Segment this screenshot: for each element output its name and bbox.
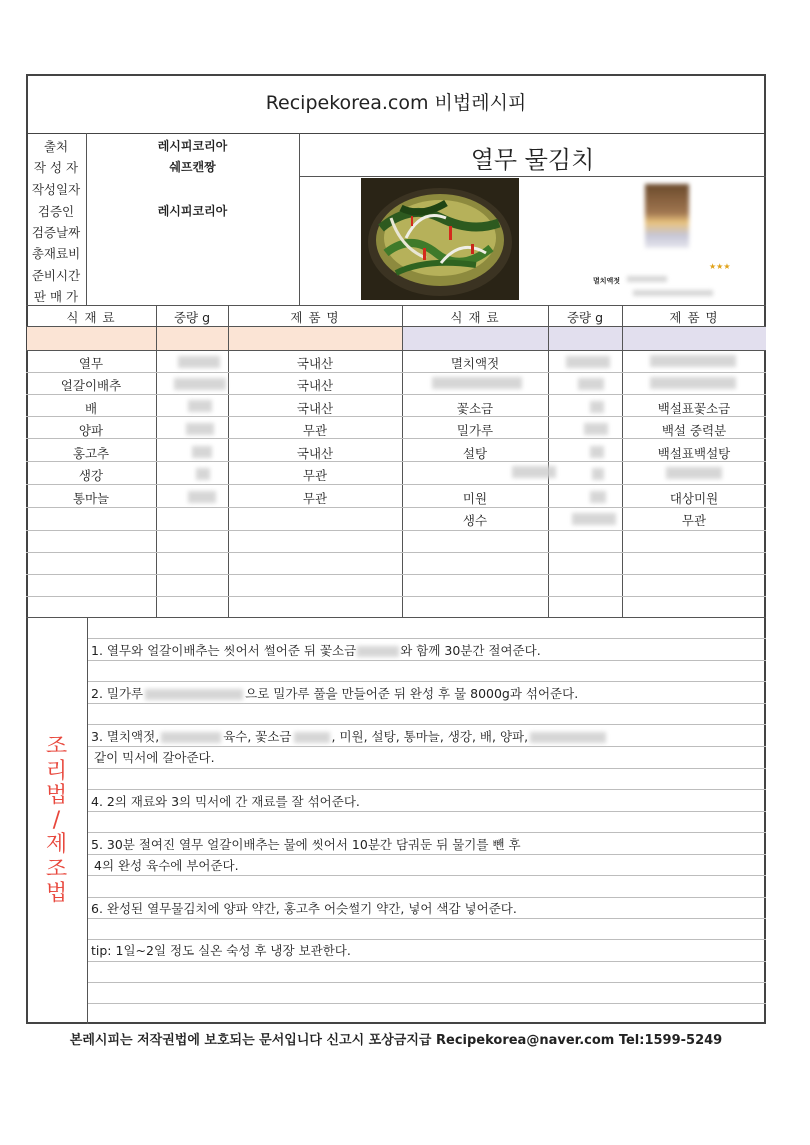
redacted-weight: [186, 423, 214, 435]
method-label-char: 제: [45, 832, 68, 857]
table-cell: 설탕: [462, 446, 488, 461]
redacted-weight: [566, 356, 610, 368]
info-label: 작성일자: [31, 182, 81, 197]
table-cell: 생강: [78, 468, 104, 483]
table-cell: 생수: [462, 513, 488, 528]
table-cell: 양파: [78, 423, 104, 438]
table-cell: 미원: [462, 491, 488, 506]
redacted-ingredient: [512, 466, 556, 478]
redacted-weight: [188, 400, 212, 412]
table-cell: 밀가루: [456, 423, 494, 438]
info-verifier-value: 레시피코리아: [157, 204, 228, 218]
col-header-product-left: 제 품 명: [290, 310, 340, 325]
info-label: 준비시간: [31, 268, 81, 283]
table-cell: 멸치액젓: [450, 356, 500, 371]
method-label-char: 법: [45, 783, 68, 808]
left-band: [27, 327, 402, 350]
method-label-char: 법: [45, 881, 68, 906]
info-label: 검증날짜: [31, 225, 81, 240]
redacted-weight: [188, 491, 216, 503]
product-bottle-image: [645, 184, 689, 248]
dish-photo: [361, 178, 519, 300]
step-2: 2. 밀가루 으로 밀가루 풀을 만들어준 뒤 완성 후 물 8000g과 섞어준다.: [91, 686, 579, 701]
redacted-weight: [578, 378, 604, 390]
table-cell: 국내산: [296, 378, 334, 393]
table-cell: 국내산: [296, 401, 334, 416]
redacted-weight: [584, 423, 608, 435]
product-card-name: 멸치액젓: [593, 277, 621, 285]
redacted-product: [650, 377, 736, 389]
table-cell: 백설표백설탕: [657, 446, 731, 461]
right-band: [403, 327, 766, 350]
redacted-weight: [572, 513, 616, 525]
table-cell: 무관: [302, 468, 328, 483]
method-label-char: 조: [45, 734, 68, 759]
table-cell: 무관: [302, 423, 328, 438]
info-author-value: 쉐프캔짱: [169, 160, 216, 174]
table-cell: 꽃소금: [456, 401, 494, 416]
redacted-weight: [590, 401, 604, 413]
table-cell: 열무: [78, 356, 104, 371]
method-label-char: 리: [45, 758, 68, 784]
redacted-weight: [178, 356, 220, 368]
info-source-value: 레시피코리아: [157, 139, 228, 153]
table-cell: 통마늘: [72, 491, 110, 506]
table-cell: 국내산: [296, 446, 334, 461]
table-cell: 백설 중력분: [661, 423, 727, 438]
table-cell: 백설표꽃소금: [657, 401, 731, 416]
redacted-weight: [192, 446, 212, 458]
col-header-ingredient-right: 식 재 료: [450, 310, 500, 325]
table-cell: 국내산: [296, 356, 334, 371]
method-label-char: 조: [45, 856, 68, 882]
info-label: 출처: [43, 139, 69, 154]
info-label: 판 매 가: [33, 289, 79, 304]
info-label: 작 성 자: [33, 160, 79, 175]
info-label: 총재료비: [31, 246, 81, 261]
redacted-weight: [590, 491, 606, 503]
redacted-weight: [590, 446, 604, 458]
step-6: 6. 완성된 열무물김치에 양파 약간, 홍고추 어슷썰기 약간, 넣어 색감 넣어준다.: [91, 901, 517, 916]
step-5-cont: 4의 완성 육수에 부어준다.: [94, 858, 239, 873]
step-3-cont: 같이 믹서에 갈아준다.: [94, 750, 215, 765]
table-cell: 무관: [302, 491, 328, 506]
redacted-ingredient: [432, 377, 522, 389]
redacted-weight: [174, 378, 226, 390]
col-header-product-right: 제 품 명: [669, 310, 719, 325]
table-cell: 대상미원: [669, 491, 719, 506]
table-cell: 무관: [681, 513, 707, 528]
footer-notice: 본레시피는 저작권법에 보호되는 문서입니다 신고시 포상금지급 Recipekorea@naver.com Tel:1599-5249: [69, 1033, 723, 1048]
col-header-weight-right: 중량 g: [566, 310, 604, 325]
page-title: Recipekorea.com 비법레시피: [265, 92, 527, 114]
redacted-product: [650, 355, 736, 367]
redacted-product: [666, 467, 722, 479]
table-cell: 배: [84, 401, 98, 416]
product-card: [593, 182, 731, 302]
redacted-weight: [592, 468, 604, 480]
col-header-weight-left: 중량 g: [173, 310, 211, 325]
step-3: 3. 멸치액젓, 육수, 꽃소금 , 미원, 설탕, 통마늘, 생강, 배, 양파,: [91, 727, 608, 745]
table-cell: 홍고추: [72, 446, 110, 461]
dish-title: 열무 물김치: [470, 146, 595, 174]
tip: tip: 1일~2일 정도 실온 숙성 후 냉장 보관한다.: [91, 943, 351, 958]
col-header-ingredient-left: 식 재 료: [66, 310, 116, 325]
redacted-weight: [196, 468, 210, 480]
table-cell: 얼갈이배추: [60, 378, 122, 393]
method-label: [26, 735, 87, 907]
step-1: 1. 열무와 얼갈이배추는 씻어서 썰어준 뒤 꽃소금 와 함께 30분간 절여준다.: [91, 643, 541, 658]
step-4: 4. 2의 재료와 3의 믹서에 간 재료를 잘 섞어준다.: [91, 794, 360, 809]
info-label: 검증인: [37, 204, 75, 219]
product-rating: ★★★: [709, 262, 731, 271]
method-label-char: /: [52, 807, 61, 833]
step-5: 5. 30분 절여진 열무 얼갈이배추는 물에 씻어서 10분간 담궈둔 뒤 물기를 뺀 후: [91, 837, 521, 852]
